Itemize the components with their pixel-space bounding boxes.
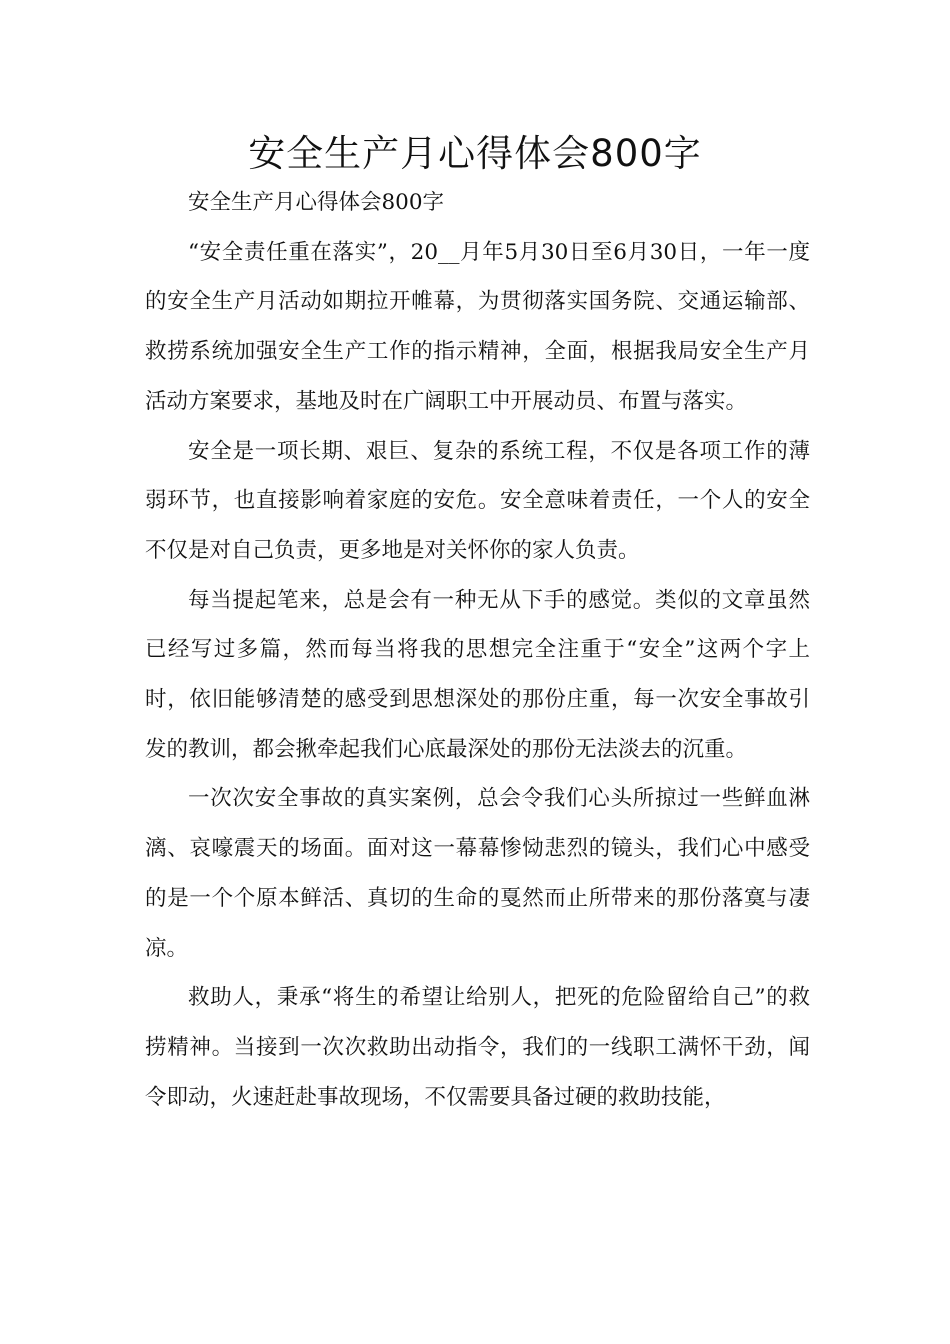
paragraph: 每当提起笔来，总是会有一种无从下手的感觉。类似的文章虽然已经写过多篇，然而每当将我的思想完全注重于“安全”这两个字上时，依旧能够清楚的感受到思想深处的那份庄重，每一次安全事故引发的教训，都会揪牵起我们心底最深处的那份无法淡去的沉重。 xyxy=(145,587,810,762)
document-title: 安全生产月心得体会800字 xyxy=(248,132,702,175)
document-body xyxy=(145,178,810,1122)
paragraph: 救助人，秉承“将生的希望让给别人，把死的危险留给自己”的救捞精神。当接到一次次救助出动指令，我们的一线职工满怀干劲，闻令即动，火速赶赴事故现场，不仅需要具备过硬的救助技能， xyxy=(145,985,810,1110)
paragraph: “安全责任重在落实”，20__月年5月30日至6月30日，一年一度的安全生产月活动如期拉开帷幕，为贯彻落实国务院、交通运输部、救捞系统加强安全生产工作的指示精神，全面，根据我局安全生产月活动方案要求，基地及时在广阔职工中开展动员、布置与落实。 xyxy=(145,239,810,414)
paragraph: 安全是一项长期、艰巨、复杂的系统工程，不仅是各项工作的薄弱环节，也直接影响着家庭的安危。安全意味着责任，一个人的安全不仅是对自己负责，更多地是对关怀你的家人负责。 xyxy=(145,438,810,563)
paragraph-subtitle: 安全生产月心得体会800字 xyxy=(188,190,445,215)
paragraph: 一次次安全事故的真实案例，总会令我们心头所掠过一些鲜血淋漓、哀嚎震天的场面。面对这一幕幕惨恸悲烈的镜头，我们心中感受的是一个个原本鲜活、真切的生命的戛然而止所带来的那份落寞与凄凉。 xyxy=(145,786,810,961)
